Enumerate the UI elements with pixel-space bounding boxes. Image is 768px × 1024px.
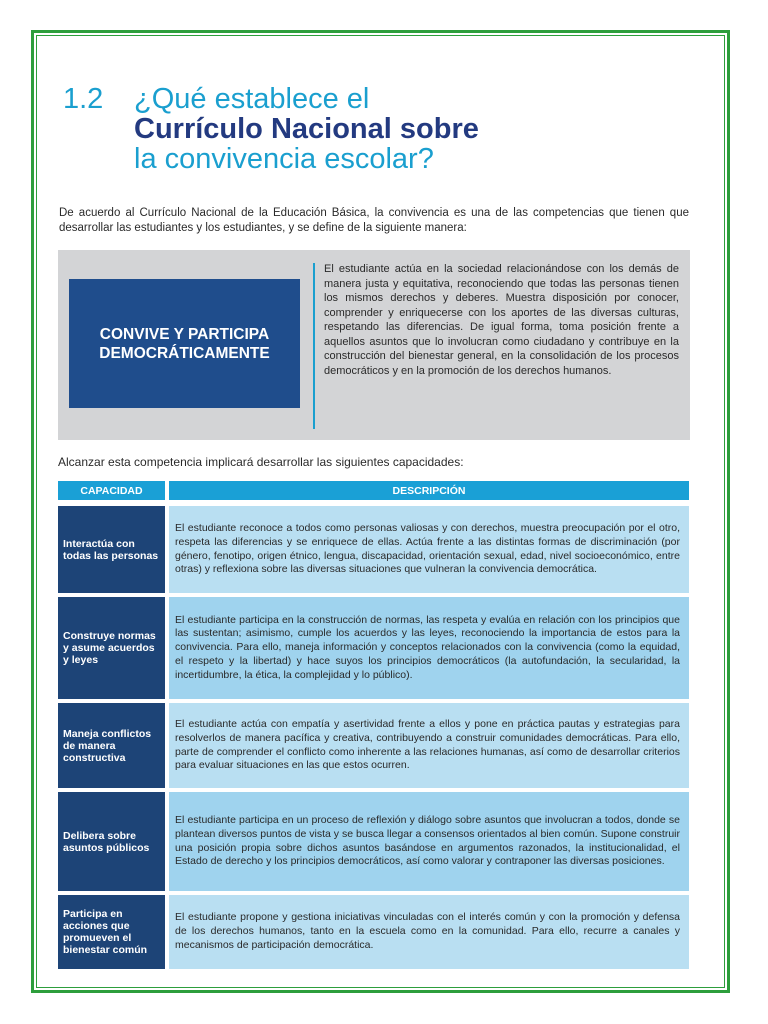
- table-row: [58, 788, 689, 891]
- competency-definition: El estudiante actúa en la sociedad relacionándose con los demás de manera justa y equitativa, reconociendo que todas las personas tienen los mismos derechos y deberes. Muestra disposición por conocer, comprender y enriquecerse con los aportes de las diversas culturas, respetando las diferencias. De igual forma, toma posición frente a aquellos asuntos que lo involucran como ciudadano y contribuye en la construcción del bienestar general, en la consolidación de los procesos democráticos y en la promoción de los derechos humanos.: [324, 263, 679, 377]
- competency-divider: [313, 263, 315, 429]
- capacities-intro: Alcanzar esta competencia implicará desarrollar las siguientes capacidades:: [58, 455, 464, 469]
- header-description: DESCRIPCIÓN: [169, 481, 689, 500]
- capacity-name: Maneja conflictos de manera constructiva: [58, 699, 169, 788]
- capacity-description: El estudiante reconoce a todos como personas valiosas y con derechos, muestra preocupación por el otro, respeta las diferencias y se enriquece de ellas. Actúa frente a las distintas formas de discriminación (por género, fenotipo, origen étnico, lengua, discapacidad, orientación sexual, edad, nivel socioeconómico, entre otras) y reflexiona sobre las diversas situaciones que vulneran la convivencia democrática.: [169, 500, 689, 593]
- capacities-table: [58, 481, 689, 969]
- capacity-name: Construye normas y asume acuerdos y leyes: [58, 593, 169, 699]
- section-number: 1.2: [63, 83, 104, 115]
- table-row: [58, 593, 689, 699]
- competency-label: [69, 279, 300, 408]
- intro-paragraph: De acuerdo al Currículo Nacional de la Educación Básica, la convivencia es una de las competencias que tienen que desarrollar las estudiantes y los estudiantes, y se define de la siguiente manera:: [59, 207, 689, 234]
- capacity-name: Participa en acciones que promueven el bienestar común: [58, 891, 169, 969]
- title-line-3: la convivencia escolar?: [134, 143, 434, 175]
- title-line-1: ¿Qué establece el: [134, 83, 370, 115]
- header-capacity: CAPACIDAD: [58, 481, 169, 500]
- capacity-description: El estudiante actúa con empatía y asertividad frente a ellos y pone en práctica pautas y estrategias para resolverlos de manera pacífica y creativa, contribuyendo a construir comunidades democráticas. Para ello, parte de comprender el conflicto como inherente a las relaciones humanas, así como de desarrollar criterios para evaluar situaciones en las que estos ocurren.: [169, 699, 689, 788]
- competency-label-line-2: DEMOCRÁTICAMENTE: [99, 344, 270, 362]
- table-row: [58, 891, 689, 969]
- table-row: [58, 699, 689, 788]
- capacity-description: El estudiante participa en un proceso de reflexión y diálogo sobre asuntos que involucran a todos, donde se plantean diversos puntos de vista y se busca llegar a consensos orientados al bien común. Supone construir una posición propia sobre dichos asuntos basándose en argumentos razonados, la institucionalidad, el Estado de derecho y los principios democráticos, así como valorar y contraponer las diversas posiciones.: [169, 788, 689, 891]
- competency-label-line-1: CONVIVE Y PARTICIPA: [99, 325, 270, 343]
- section-title-text: [134, 84, 694, 174]
- capacity-name: Delibera sobre asuntos públicos: [58, 788, 169, 891]
- capacity-name: Interactúa con todas las personas: [58, 500, 169, 593]
- title-line-2: Currículo Nacional sobre: [134, 113, 479, 145]
- capacity-description: El estudiante propone y gestiona iniciativas vinculadas con el interés común y con la promoción y defensa de los derechos humanos, tanto en la escuela como en la comunidad. Para ello, recurre a canales y mecanismos de participación democrática.: [169, 891, 689, 969]
- capacity-description: El estudiante participa en la construcción de normas, las respeta y evalúa en relación con los principios que las sustentan; asimismo, cumple los acuerdos y las leyes, reconociendo la importancia de estos para la convivencia. Para ello, maneja información y conceptos relacionados con la convivencia (como la equidad, el respeto y la libertad) y hace suyos los principios democráticos (la autofundación, la secularidad, la incertidumbre, la ética, la complejidad y lo público).: [169, 593, 689, 699]
- table-row: [58, 500, 689, 593]
- table-header-row: [58, 481, 689, 500]
